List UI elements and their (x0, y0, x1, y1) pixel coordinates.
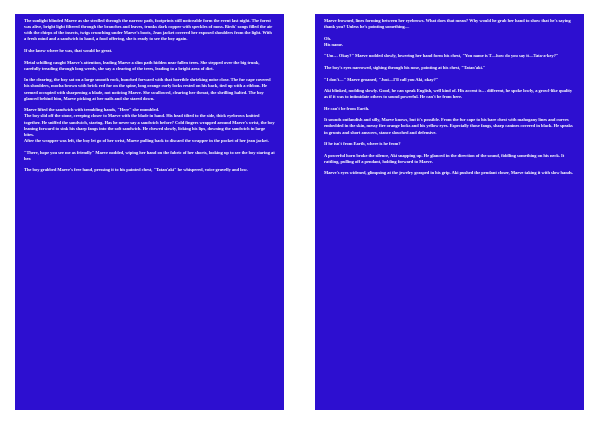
left-paragraph-1: The sunlight blinded Maeve as she strolled through the narrow path, footprints still noticeable form the event last night. The forest was alive, bright light filtered through the branches and leaves, trunks dark copper with speckles of moss. Birds' songs filled the air with the chirps of the insects, twigs crunching under Maeve's boots, Jean jacket covered her exposed shoulders from the light. With a fresh mind and a sandwich in hand, a food offering, she is ready to see the boy again. (24, 18, 273, 42)
right-paragraph-11: Maeve's eyes widened, glimpsing at the jewelry grasped in his grip. Aki pushed the pendant closer, Maeve taking it with slow hands. (324, 170, 573, 176)
right-paragraph-2: Oh. His name. (324, 35, 343, 47)
right-paragraph-8: It sounds outlandish and silly, Maeve knows, but it's possible. From the fur cape to his bare chest with mahogany lines and curves embedded in the skin, messy fire orange locks and his yellow eyes. Especially those fangs, sharp canines covered in black. He speaks in grunts and short answers, stance slouched and defensive. (324, 117, 573, 135)
right-paragraph-1: Maeve frowned, lines forming between her eyebrows. What does that mean? Why would he grab her hand to show that he's saying thank you? Unless he's pointing something— (324, 18, 571, 30)
right-paragraph-7: He can't be from Earth. (324, 105, 370, 111)
left-paragraph-5: Maeve lifted the sandwich with trembling hands, "Here" she mumbled. The boy slid off the stone, creeping closer to Maeve with the blade in hand. His head tilted to the side, thick eyebrows knitted together. He sniffed the sandwich, staring. Has he never say a sandwich before? Cold fingers wrapped around Maeve's wrist, the boy leaning forward to sink his sharp fangs into the soft sandwich. He chewed slowly, licking his lips, downing the sandwich in large bites. After the wrapper was left, the boy let go of her wrist, Maeve pulling back to discard the wrapper in the pocket of her jean jacket. (24, 107, 275, 144)
right-paragraph-9: If he isn't from Earth, where is he from? (324, 141, 401, 147)
left-paragraph-4: In the clearing, the boy sat on a large smooth rock, hunched forward with that horrible shrieking noise close. The fur cape covered his shoulders, mocha brown with brick red fur on the spine, long orange curly locks rested on his back, tied up with a ribbon. He seemed occupied with sharpening a blade, not noticing Maeve. She swallowed, clearing her throat, the shrilling halted. The boy glanced behind him, Maeve picking at her nails and she stared down. (24, 77, 271, 101)
right-paragraph-4: The boy's eyes narrowed, sighing through his nose, pointing at his chest, "Tatan'aki." (324, 64, 486, 70)
right-page (315, 14, 584, 410)
left-paragraph-6: "There, hope you see me as friendly" Maeve nodded, wiping her hand on the fabric of her shorts, looking up to see the boy staring at her. (24, 149, 275, 161)
right-paragraph-6: Aki blinked, nodding slowly. Good, he can speak English, well kind of. His accent is… different, he spoke lowly, a growl-like quality as if it was to intimidate others to sound powerful. He can't be from here. (324, 88, 573, 100)
left-paragraph-3: Metal schilling caught Maeve's attention, leading Maeve a slim path hidden near fallen trees. She stepped over the big trunk, carefully treading through long weeds, she say a clearing of the trees, leading to a bright area of dirt. (24, 59, 260, 71)
right-paragraph-3: "Um… Okay?" Maeve nodded slowly, lowering her hand form his chest, "You name is T—how do you say it—Tata-a-key?" (324, 53, 559, 59)
right-paragraph-10: A powerful horn broke the silence, Aki snapping up. He glanced in the direction of the sound, fiddling something on his neck. It rattling, pulling off a pendant, holding forward to Maeve. (324, 152, 565, 164)
left-page (15, 14, 284, 410)
right-paragraph-5: "I don't—" Maeve groaned, "Just—I'll call you Aki, okay?" (324, 76, 439, 82)
left-paragraph-7: The boy grabbed Maeve's free hand, pressing it to his painted chest, "Tatan'aki" he whispered, voice gravelly and low. (24, 167, 248, 173)
left-paragraph-2: If she knew where he was, that would be great. (24, 48, 113, 54)
